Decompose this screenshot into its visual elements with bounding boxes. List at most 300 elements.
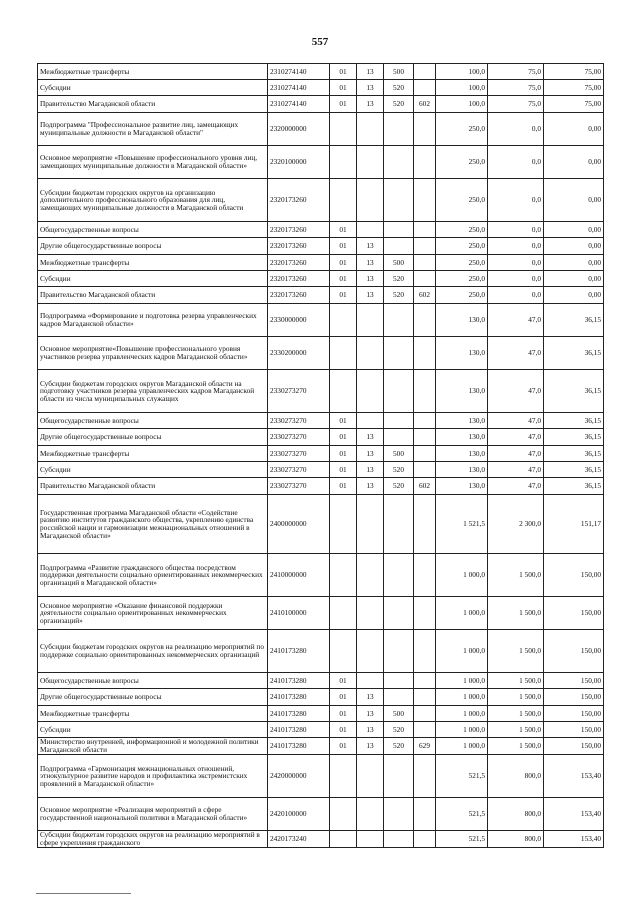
row-code: 2310274140 [268, 80, 330, 96]
row-percent: 150,00 [544, 689, 604, 706]
row-code: 2330273270 [268, 413, 330, 429]
table-row [38, 755, 604, 798]
row-subsection: 13 [357, 271, 384, 287]
row-expense-type [384, 337, 414, 370]
row-executed: 0,0 [488, 255, 544, 271]
row-section: 01 [330, 80, 357, 96]
table-row [38, 722, 604, 738]
row-expense-type: 500 [384, 64, 414, 80]
row-code: 2330200000 [268, 337, 330, 370]
row-planned: 1 000,0 [436, 630, 488, 673]
row-planned: 250,0 [436, 255, 488, 271]
row-percent: 36,15 [544, 478, 604, 495]
row-percent: 150,00 [544, 597, 604, 630]
row-expense-type: 520 [384, 271, 414, 287]
row-code: 2410173280 [268, 689, 330, 706]
table-row [38, 413, 604, 429]
table-body [38, 64, 604, 848]
row-executed: 800,0 [488, 798, 544, 831]
row-subsection [357, 337, 384, 370]
row-code: 2310274140 [268, 64, 330, 80]
row-executed: 0,0 [488, 238, 544, 255]
budget-table [37, 63, 604, 848]
page-number: 557 [311, 36, 329, 48]
row-expense-type: 520 [384, 478, 414, 495]
row-name: Другие общегосударственные вопросы [38, 429, 268, 446]
row-code: 2410173280 [268, 738, 330, 755]
row-name: Подпрограмма "Профессиональное развитие лиц, замещающих муниципальные должности в Магаданской области" [38, 113, 268, 146]
row-percent: 153,40 [544, 755, 604, 798]
row-percent: 0,00 [544, 271, 604, 287]
row-executed: 1 500,0 [488, 630, 544, 673]
row-executed: 1 500,0 [488, 554, 544, 597]
row-code: 2330273270 [268, 446, 330, 462]
row-name: Субсидии бюджетам городских округов на реализацию мероприятий по поддержке социально ориентированных некоммерческих организаций [38, 630, 268, 673]
table-row [38, 146, 604, 179]
row-section: 01 [330, 96, 357, 113]
row-administrator [414, 689, 436, 706]
row-percent: 36,15 [544, 413, 604, 429]
row-percent: 153,40 [544, 798, 604, 831]
table-row [38, 255, 604, 271]
row-subsection [357, 146, 384, 179]
row-code: 2310274140 [268, 96, 330, 113]
row-code: 2330273270 [268, 478, 330, 495]
row-percent: 150,00 [544, 722, 604, 738]
row-section: 01 [330, 64, 357, 80]
row-planned: 1 000,0 [436, 689, 488, 706]
row-code: 2330273270 [268, 370, 330, 413]
row-planned: 100,0 [436, 64, 488, 80]
row-percent: 0,00 [544, 222, 604, 238]
row-planned: 250,0 [436, 113, 488, 146]
row-administrator [414, 146, 436, 179]
row-code: 2410100000 [268, 597, 330, 630]
row-code: 2410173280 [268, 722, 330, 738]
row-name: Подпрограмма «Гармонизация межнациональных отношений, этнокультурное развитие народов и профилактика экстремистских проявлений в Магаданской области» [38, 755, 268, 798]
row-administrator [414, 271, 436, 287]
table-row [38, 738, 604, 755]
row-executed: 1 500,0 [488, 689, 544, 706]
row-name: Субсидии бюджетам городских округов Магаданской области на подготовку участников резерва управленческих кадров Магаданской области из числа муниципальных служащих [38, 370, 268, 413]
row-planned: 521,5 [436, 831, 488, 848]
row-expense-type [384, 831, 414, 848]
table-row [38, 179, 604, 222]
row-subsection [357, 495, 384, 554]
row-percent: 36,15 [544, 446, 604, 462]
row-subsection [357, 755, 384, 798]
row-code: 2420173240 [268, 831, 330, 848]
footnote-rule [36, 893, 131, 894]
row-name: Другие общегосударственные вопросы [38, 238, 268, 255]
row-section: 01 [330, 673, 357, 689]
row-administrator [414, 179, 436, 222]
row-percent: 153,40 [544, 831, 604, 848]
row-code: 2420000000 [268, 755, 330, 798]
row-administrator [414, 706, 436, 722]
row-section: 01 [330, 738, 357, 755]
row-executed: 1 500,0 [488, 597, 544, 630]
row-section [330, 304, 357, 337]
row-name: Правительство Магаданской области [38, 478, 268, 495]
row-planned: 521,5 [436, 755, 488, 798]
row-subsection [357, 831, 384, 848]
row-expense-type [384, 689, 414, 706]
row-code: 2320173260 [268, 255, 330, 271]
row-subsection: 13 [357, 96, 384, 113]
row-subsection: 13 [357, 287, 384, 304]
row-expense-type [384, 146, 414, 179]
row-administrator [414, 413, 436, 429]
table-row [38, 337, 604, 370]
table-row [38, 429, 604, 446]
row-planned: 1 000,0 [436, 706, 488, 722]
row-expense-type: 520 [384, 80, 414, 96]
row-executed: 47,0 [488, 370, 544, 413]
row-percent: 150,00 [544, 738, 604, 755]
row-executed: 1 500,0 [488, 738, 544, 755]
row-subsection [357, 413, 384, 429]
table-row [38, 462, 604, 478]
row-planned: 1 000,0 [436, 554, 488, 597]
row-name: Общегосударственные вопросы [38, 413, 268, 429]
row-percent: 75,00 [544, 80, 604, 96]
row-executed: 47,0 [488, 478, 544, 495]
row-planned: 1 521,5 [436, 495, 488, 554]
row-executed: 47,0 [488, 413, 544, 429]
row-executed: 1 500,0 [488, 706, 544, 722]
row-administrator [414, 755, 436, 798]
row-code: 2320173260 [268, 271, 330, 287]
row-planned: 1 000,0 [436, 738, 488, 755]
row-subsection: 13 [357, 706, 384, 722]
row-code: 2410173280 [268, 673, 330, 689]
row-percent: 0,00 [544, 146, 604, 179]
row-executed: 800,0 [488, 831, 544, 848]
row-executed: 0,0 [488, 271, 544, 287]
row-administrator [414, 597, 436, 630]
row-executed: 47,0 [488, 446, 544, 462]
row-name: Субсидии [38, 462, 268, 478]
table-row [38, 689, 604, 706]
row-section: 01 [330, 689, 357, 706]
table-row [38, 238, 604, 255]
row-section: 01 [330, 462, 357, 478]
table-row [38, 630, 604, 673]
row-subsection: 13 [357, 462, 384, 478]
row-code: 2410173280 [268, 630, 330, 673]
row-subsection: 13 [357, 80, 384, 96]
table-row [38, 271, 604, 287]
row-subsection [357, 113, 384, 146]
row-administrator [414, 630, 436, 673]
row-administrator: 629 [414, 738, 436, 755]
row-code: 2420100000 [268, 798, 330, 831]
row-administrator [414, 113, 436, 146]
row-code: 2320000000 [268, 113, 330, 146]
row-executed: 0,0 [488, 287, 544, 304]
row-planned: 130,0 [436, 429, 488, 446]
table-row [38, 370, 604, 413]
row-planned: 521,5 [436, 798, 488, 831]
row-percent: 150,00 [544, 706, 604, 722]
row-expense-type [384, 222, 414, 238]
row-planned: 1 000,0 [436, 722, 488, 738]
row-expense-type: 520 [384, 287, 414, 304]
row-percent: 150,00 [544, 554, 604, 597]
table-row [38, 554, 604, 597]
row-executed: 0,0 [488, 113, 544, 146]
row-percent: 36,15 [544, 462, 604, 478]
row-section [330, 755, 357, 798]
row-section [330, 370, 357, 413]
row-subsection: 13 [357, 64, 384, 80]
row-section [330, 337, 357, 370]
row-planned: 130,0 [436, 337, 488, 370]
row-name: Субсидии бюджетам городских округов на реализацию мероприятий в сфере укрепления гражданского [38, 831, 268, 848]
row-percent: 151,17 [544, 495, 604, 554]
row-percent: 0,00 [544, 113, 604, 146]
row-administrator [414, 722, 436, 738]
row-planned: 100,0 [436, 80, 488, 96]
row-subsection [357, 554, 384, 597]
row-expense-type [384, 179, 414, 222]
row-section: 01 [330, 429, 357, 446]
row-administrator: 602 [414, 478, 436, 495]
row-administrator [414, 337, 436, 370]
row-name: Основное мероприятие «Повышение профессионального уровня лиц, замещающих муниципальные должности в Магаданской области» [38, 146, 268, 179]
row-planned: 250,0 [436, 287, 488, 304]
row-percent: 75,00 [544, 96, 604, 113]
row-planned: 100,0 [436, 96, 488, 113]
row-section: 01 [330, 722, 357, 738]
row-subsection: 13 [357, 446, 384, 462]
row-name: Государственная программа Магаданской области «Содействие развитию институтов гражданского общества, укреплению единства российской нации и гармонизации межнациональных отношений в Магаданской области» [38, 495, 268, 554]
row-administrator [414, 798, 436, 831]
row-code: 2330000000 [268, 304, 330, 337]
row-executed: 47,0 [488, 429, 544, 446]
row-expense-type [384, 673, 414, 689]
table-row [38, 495, 604, 554]
table-row [38, 64, 604, 80]
row-expense-type [384, 798, 414, 831]
row-planned: 130,0 [436, 370, 488, 413]
row-percent: 0,00 [544, 238, 604, 255]
row-administrator [414, 238, 436, 255]
row-code: 2410173280 [268, 706, 330, 722]
row-percent: 150,00 [544, 630, 604, 673]
row-subsection: 13 [357, 238, 384, 255]
row-administrator [414, 495, 436, 554]
row-code: 2330273270 [268, 429, 330, 446]
row-expense-type [384, 113, 414, 146]
row-executed: 75,0 [488, 64, 544, 80]
row-subsection: 13 [357, 722, 384, 738]
row-planned: 130,0 [436, 304, 488, 337]
row-administrator [414, 64, 436, 80]
row-executed: 75,0 [488, 80, 544, 96]
row-expense-type [384, 238, 414, 255]
row-administrator [414, 80, 436, 96]
row-code: 2320173260 [268, 287, 330, 304]
row-executed: 1 500,0 [488, 673, 544, 689]
row-planned: 130,0 [436, 462, 488, 478]
row-planned: 1 000,0 [436, 673, 488, 689]
row-section [330, 495, 357, 554]
table-row [38, 673, 604, 689]
row-expense-type [384, 370, 414, 413]
row-administrator [414, 446, 436, 462]
row-name: Подпрограмма «Развитие гражданского общества посредством поддержки деятельности социально ориентированных некоммерческих организаций в Магаданской области» [38, 554, 268, 597]
row-expense-type [384, 755, 414, 798]
row-executed: 47,0 [488, 337, 544, 370]
row-planned: 130,0 [436, 413, 488, 429]
row-section: 01 [330, 287, 357, 304]
row-planned: 250,0 [436, 179, 488, 222]
row-executed: 0,0 [488, 179, 544, 222]
row-expense-type: 500 [384, 255, 414, 271]
row-executed: 75,0 [488, 96, 544, 113]
row-code: 2320173260 [268, 179, 330, 222]
row-section: 01 [330, 238, 357, 255]
row-expense-type [384, 429, 414, 446]
row-code: 2320173260 [268, 238, 330, 255]
row-administrator [414, 462, 436, 478]
row-percent: 36,15 [544, 370, 604, 413]
row-percent: 150,00 [544, 673, 604, 689]
row-percent: 75,00 [544, 64, 604, 80]
row-name: Межбюджетные трансферты [38, 255, 268, 271]
row-expense-type: 500 [384, 446, 414, 462]
row-subsection [357, 673, 384, 689]
row-subsection: 13 [357, 255, 384, 271]
table-row [38, 706, 604, 722]
row-section: 01 [330, 413, 357, 429]
row-executed: 0,0 [488, 146, 544, 179]
row-administrator: 602 [414, 287, 436, 304]
row-name: Межбюджетные трансферты [38, 64, 268, 80]
row-planned: 130,0 [436, 446, 488, 462]
row-administrator [414, 831, 436, 848]
row-expense-type [384, 597, 414, 630]
row-name: Основное мероприятие«Повышение профессионального уровня участников резерва управленческих кадров Магаданской области» [38, 337, 268, 370]
row-subsection [357, 179, 384, 222]
table-row [38, 80, 604, 96]
row-section [330, 630, 357, 673]
row-code: 2410000000 [268, 554, 330, 597]
row-code: 2320100000 [268, 146, 330, 179]
row-name: Субсидии бюджетам городских округов на организацию дополнительного профессионального образования для лиц, замещающих муниципальные должности в Магаданской области [38, 179, 268, 222]
row-expense-type [384, 554, 414, 597]
row-name: Межбюджетные трансферты [38, 446, 268, 462]
row-planned: 250,0 [436, 238, 488, 255]
row-subsection [357, 304, 384, 337]
row-executed: 1 500,0 [488, 722, 544, 738]
row-name: Другие общегосударственные вопросы [38, 689, 268, 706]
row-percent: 36,15 [544, 337, 604, 370]
row-section: 01 [330, 446, 357, 462]
row-section: 01 [330, 706, 357, 722]
row-percent: 36,15 [544, 304, 604, 337]
table-row [38, 304, 604, 337]
row-section [330, 831, 357, 848]
row-section [330, 146, 357, 179]
row-subsection: 13 [357, 738, 384, 755]
row-section [330, 113, 357, 146]
row-executed: 0,0 [488, 222, 544, 238]
row-administrator [414, 304, 436, 337]
row-expense-type [384, 630, 414, 673]
row-subsection: 13 [357, 478, 384, 495]
table-row [38, 113, 604, 146]
row-administrator [414, 554, 436, 597]
row-name: Основное мероприятие «Реализация мероприятий в сфере государственной национальной политики в Магаданской области» [38, 798, 268, 831]
row-expense-type: 520 [384, 722, 414, 738]
row-planned: 130,0 [436, 478, 488, 495]
row-subsection [357, 798, 384, 831]
table-row [38, 597, 604, 630]
row-administrator [414, 255, 436, 271]
row-expense-type [384, 495, 414, 554]
row-percent: 0,00 [544, 287, 604, 304]
row-code: 2320173260 [268, 222, 330, 238]
table-row [38, 96, 604, 113]
row-name: Правительство Магаданской области [38, 96, 268, 113]
row-section: 01 [330, 478, 357, 495]
row-section [330, 798, 357, 831]
row-name: Субсидии [38, 271, 268, 287]
row-code: 2330273270 [268, 462, 330, 478]
row-name: Межбюджетные трансферты [38, 706, 268, 722]
row-section [330, 554, 357, 597]
table-row [38, 478, 604, 495]
row-expense-type: 520 [384, 96, 414, 113]
row-administrator: 602 [414, 96, 436, 113]
row-expense-type [384, 413, 414, 429]
row-section [330, 597, 357, 630]
row-expense-type: 520 [384, 462, 414, 478]
table-row [38, 831, 604, 848]
row-percent: 0,00 [544, 255, 604, 271]
row-subsection [357, 222, 384, 238]
row-subsection: 13 [357, 689, 384, 706]
row-administrator [414, 429, 436, 446]
row-subsection [357, 630, 384, 673]
row-planned: 250,0 [436, 271, 488, 287]
row-expense-type [384, 304, 414, 337]
row-expense-type: 500 [384, 706, 414, 722]
row-name: Субсидии [38, 722, 268, 738]
row-percent: 36,15 [544, 429, 604, 446]
row-subsection [357, 370, 384, 413]
row-subsection: 13 [357, 429, 384, 446]
row-executed: 2 300,0 [488, 495, 544, 554]
row-name: Министерство внутренней, информационной и молодежной политики Магаданской области [38, 738, 268, 755]
row-subsection [357, 597, 384, 630]
table-row [38, 222, 604, 238]
row-planned: 250,0 [436, 146, 488, 179]
table-row [38, 798, 604, 831]
row-percent: 0,00 [544, 179, 604, 222]
table-row [38, 446, 604, 462]
row-section: 01 [330, 255, 357, 271]
row-administrator [414, 222, 436, 238]
row-section: 01 [330, 271, 357, 287]
row-planned: 1 000,0 [436, 597, 488, 630]
row-section: 01 [330, 222, 357, 238]
row-name: Общегосударственные вопросы [38, 222, 268, 238]
row-name: Правительство Магаданской области [38, 287, 268, 304]
